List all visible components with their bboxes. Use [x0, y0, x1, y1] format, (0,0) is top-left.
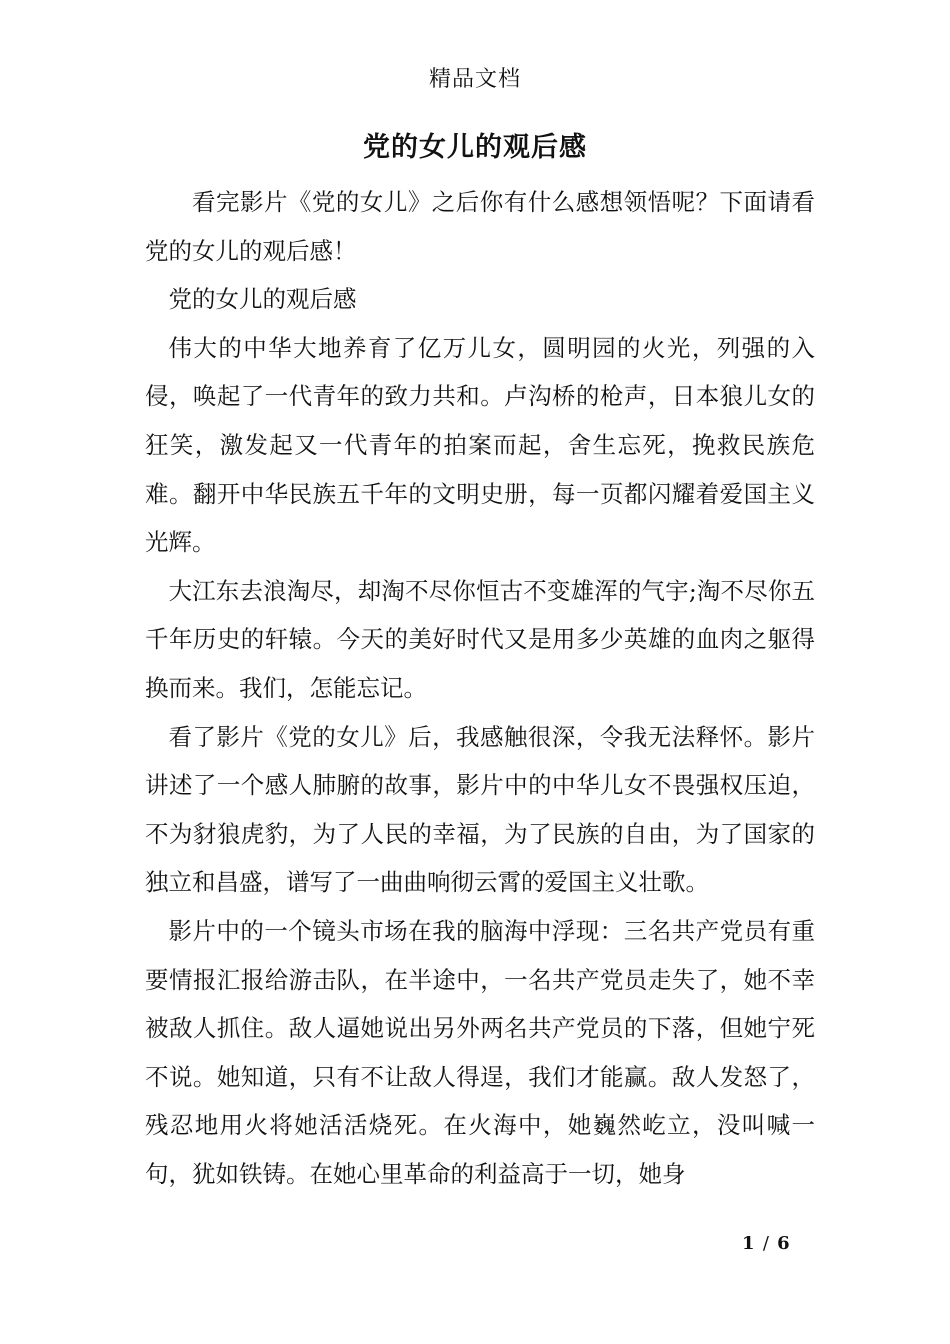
total-page-count: 6: [777, 1233, 791, 1254]
page-number: [742, 1232, 791, 1256]
current-page-number: 1: [742, 1233, 756, 1254]
paragraph: 大江东去浪淘尽，却淘不尽你恒古不变雄浑的气宇;淘不尽你五千年历史的轩辕。今天的美好时代又是用多少英雄的血肉之躯得换而来。我们，怎能忘记。: [145, 576, 815, 702]
paragraph: 伟大的中华大地养育了亿万儿女，圆明园的火光，列强的入侵，唤起了一代青年的致力共和。卢沟桥的枪声，日本狼儿女的狂笑，激发起又一代青年的拍案而起，舍生忘死，挽救民族危难。翻开中华民族五千年的文明史册，每一页都闪耀着爱国主义光辉。: [145, 333, 815, 557]
document-title: 党的女儿的观后感: [363, 132, 587, 163]
page-number-separator: /: [762, 1233, 770, 1254]
paragraph-intro: 看完影片《党的女儿》之后你有什么感想领悟呢？下面请看党的女儿的观后感！: [145, 188, 815, 265]
page-header: 精品文档: [428, 67, 521, 92]
paragraph: 影片中的一个镜头市场在我的脑海中浮现：三名共产党员有重要情报汇报给游击队，在半途中，一名共产党员走失了，她不幸被敌人抓住。敌人逼她说出另外两名共产党员的下落，但她宁死不说。她知道，只有不让敌人得逞，我们才能赢。敌人发怒了，残忍地用火将她活活烧死。在火海中，她巍然屹立，没叫喊一句，犹如铁铸。在她心里革命的利益高于一切，她身: [145, 916, 815, 1188]
paragraph: 看了影片《党的女儿》后，我感触很深，令我无法释怀。影片讲述了一个感人肺腑的故事，影片中的中华儿女不畏强权压迫，不为豺狼虎豹，为了人民的幸福，为了民族的自由，为了国家的独立和昌盛，谱写了一曲曲响彻云霄的爱国主义壮歌。: [145, 722, 815, 897]
paragraph-subtitle: 党的女儿的观后感: [168, 285, 357, 314]
document-body: [145, 178, 815, 1198]
